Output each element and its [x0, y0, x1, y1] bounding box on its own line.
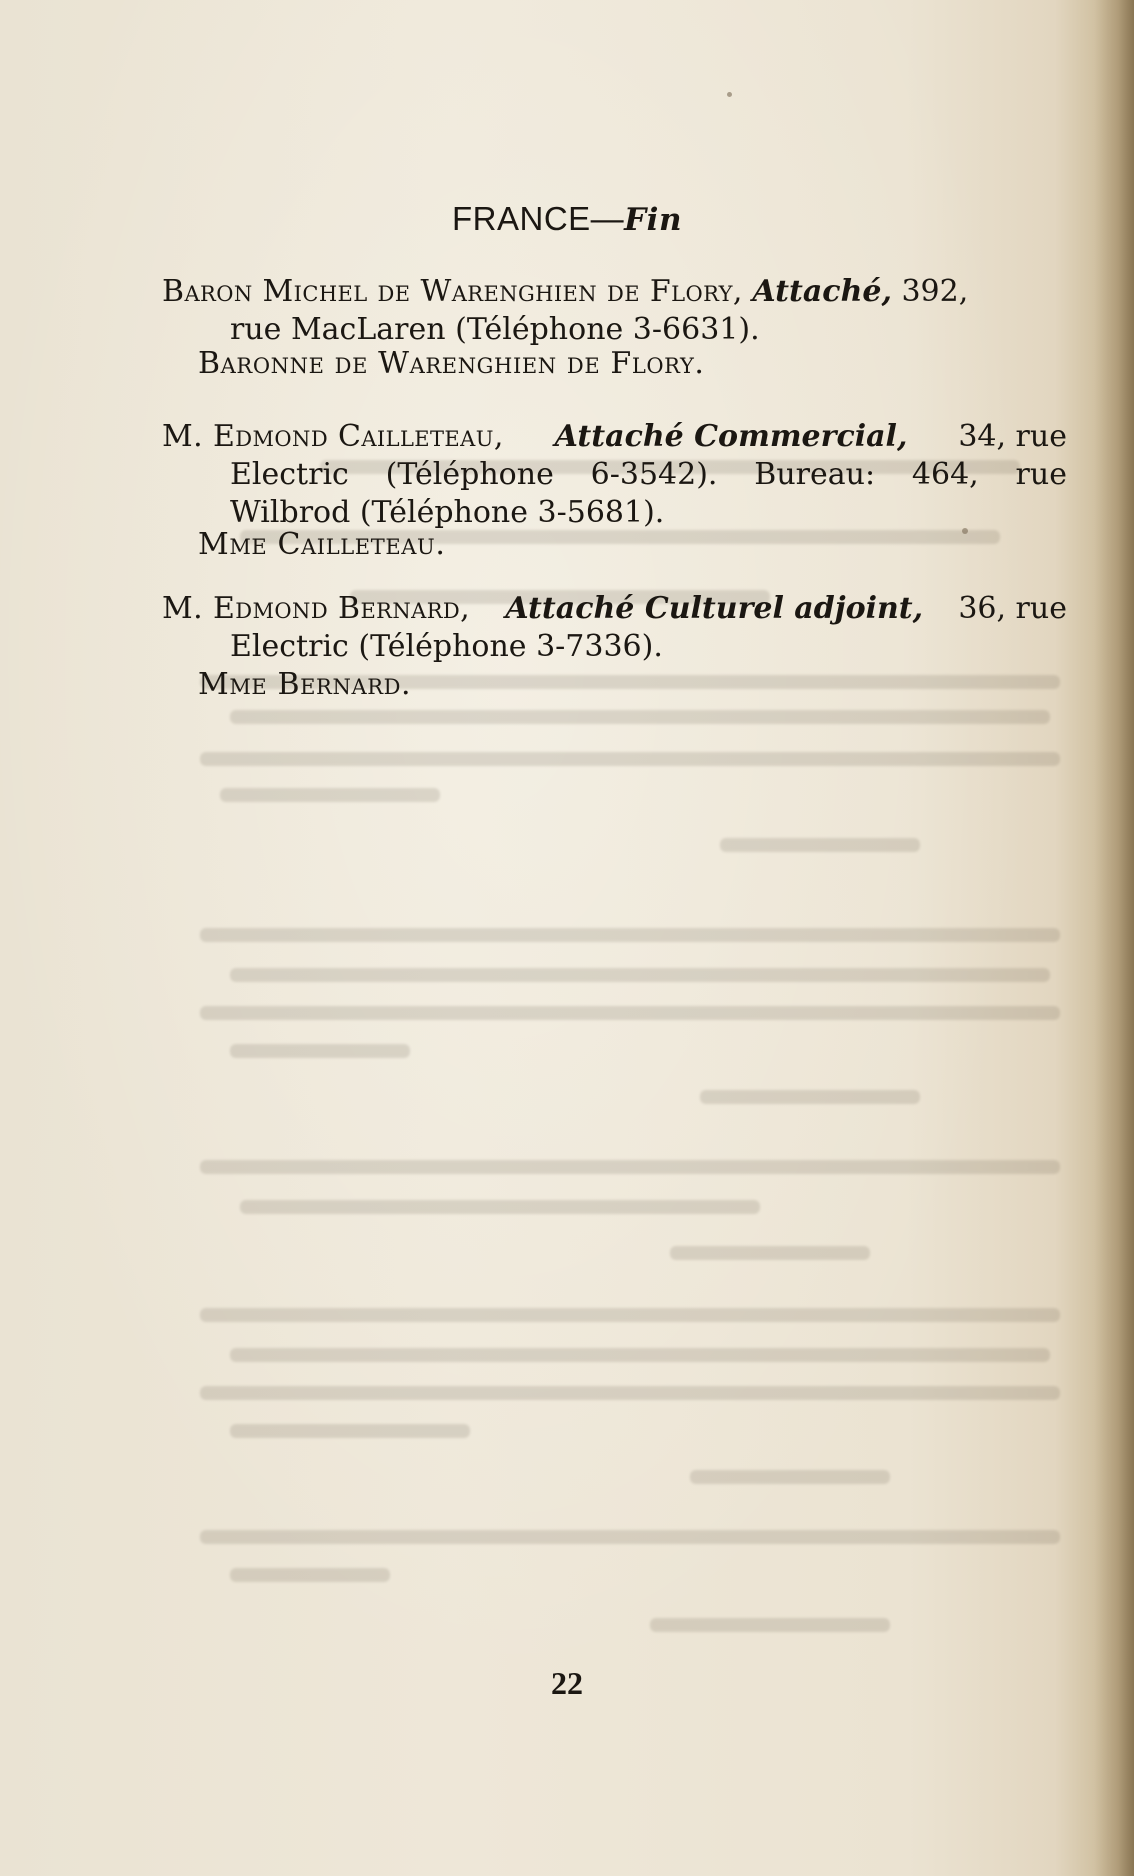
- address-word: Bureau:: [754, 457, 876, 492]
- ghost-text-line: [240, 1200, 760, 1214]
- person-title: Attaché Commercial,: [554, 419, 908, 454]
- address-start: 36, rue: [958, 591, 1067, 626]
- spouse-name: Baronne de Warenghien de Flory.: [198, 346, 705, 381]
- ghost-text-line: [230, 1348, 1050, 1362]
- ghost-text-line: [650, 1618, 890, 1632]
- entry-line: [162, 418, 1067, 456]
- ghost-text-line: [230, 1568, 390, 1582]
- address-start: 34, rue: [958, 419, 1067, 454]
- ghost-text-line: [200, 1530, 1060, 1544]
- directory-entry: [162, 590, 1067, 666]
- directory-entry: [162, 418, 1067, 532]
- person-title: Attaché Culturel adjoint,: [505, 591, 924, 626]
- ghost-text-line: [700, 1090, 920, 1104]
- ghost-text-line: [200, 1308, 1060, 1322]
- ghost-text-line: [670, 1246, 870, 1260]
- spouse-name: Mme Cailleteau.: [198, 527, 446, 562]
- address-line: Wilbrod (Téléphone 3-5681).: [230, 495, 665, 530]
- ghost-text-line: [230, 968, 1050, 982]
- ghost-text-line: [230, 710, 1050, 724]
- ghost-text-line: [720, 838, 920, 852]
- address-start: 392,: [901, 274, 969, 309]
- spouse-name: Mme Bernard.: [198, 667, 412, 702]
- ghost-text-line: [200, 1386, 1060, 1400]
- entry-line: [162, 590, 1067, 628]
- heading-suffix: Fin: [624, 202, 682, 238]
- ghost-text-line: [200, 752, 1060, 766]
- ghost-text-line: [200, 928, 1060, 942]
- address-word: Electric: [230, 457, 349, 492]
- ghost-text-line: [690, 1470, 890, 1484]
- ghost-text-line: [200, 1006, 1060, 1020]
- entry-line: [162, 273, 1067, 311]
- page-edge-shadow: [1094, 0, 1134, 1876]
- person-title: Attaché,: [752, 274, 892, 309]
- person-name: Baron Michel de Warenghien de Flory,: [162, 274, 743, 309]
- ghost-text-line: [220, 788, 440, 802]
- ghost-text-line: [230, 1044, 410, 1058]
- page-number: 22: [551, 1665, 583, 1701]
- ghost-text-line: [230, 1424, 470, 1438]
- ghost-text-line: [200, 1160, 1060, 1174]
- address-word: 464,: [911, 457, 979, 492]
- person-name: M. Edmond Bernard,: [162, 591, 471, 626]
- heading-country: FRANCE—: [451, 200, 625, 237]
- address-word: 6-3542).: [590, 457, 718, 492]
- ink-speck: [727, 92, 732, 97]
- person-name: M. Edmond Cailleteau,: [162, 419, 504, 454]
- page-heading: [0, 200, 1134, 238]
- address-word: (Téléphone: [385, 457, 554, 492]
- address-line: Electric (Téléphone 3-7336).: [230, 629, 663, 664]
- address-line: [162, 456, 1067, 494]
- address-line: rue MacLaren (Téléphone 3-6631).: [230, 312, 760, 347]
- directory-entry: [162, 273, 1067, 349]
- address-word: rue: [1015, 457, 1067, 492]
